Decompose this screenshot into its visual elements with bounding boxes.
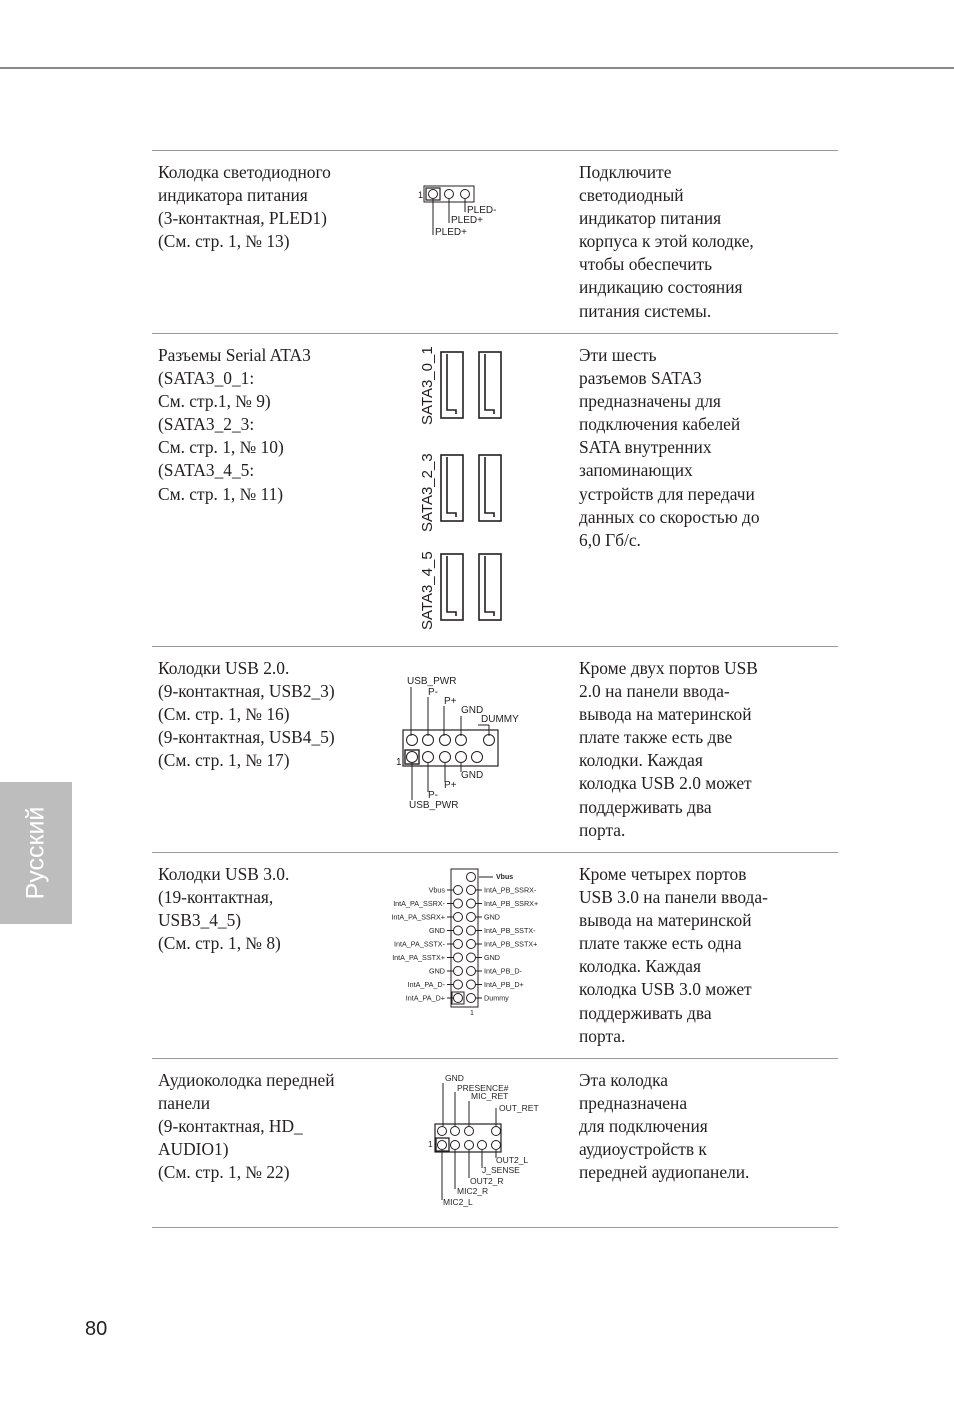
usb2-pin-label: USB_PWR xyxy=(407,676,457,687)
usb3-vbus-label: Vbus xyxy=(496,874,514,881)
audio-header-diagram xyxy=(425,1070,545,1210)
pled-description: Подключите светодиодный индикатор питания корпуса к этой колодке, чтобы обеспечить индикацию состояния питания системы. xyxy=(579,162,754,321)
usb3-pin-label: IntA_PA_D- xyxy=(407,980,445,989)
usb3-pin xyxy=(467,926,476,935)
usb3-pin-label: IntA_PA_SSRX+ xyxy=(391,912,445,922)
usb3-pin xyxy=(454,980,463,989)
usb3-pin-label: IntA_PA_SSTX- xyxy=(394,939,445,949)
usb2-pin-label: P+ xyxy=(444,780,457,791)
usb3-pin xyxy=(454,899,463,908)
audio-pin-label: OUT2_L xyxy=(496,1155,529,1165)
audio-pin-label: MIC_RET xyxy=(471,1091,509,1101)
usb3-pin-label: IntA_PA_SSRX- xyxy=(393,899,445,908)
audio-pin-label: J_SENSE xyxy=(482,1165,520,1175)
usb3-pin-label: GND xyxy=(484,912,500,922)
usb3-pin-label: GND xyxy=(429,926,445,935)
usb2-pin-label: GND xyxy=(461,770,484,781)
usb3-pin-label: IntA_PB_SSTX- xyxy=(484,926,536,935)
usb2-pin-label: USB_PWR xyxy=(409,800,459,811)
language-tab-label: Русский xyxy=(21,806,50,900)
usb2-description: Кроме двух портов USB 2.0 на панели ввода- вывода на материнской плате также есть две колодки. Каждая колодка USB 2.0 может поддерживать два порта. xyxy=(579,658,758,840)
usb3-pin xyxy=(454,994,463,1003)
pin1-label: 1 xyxy=(428,1139,433,1149)
sata-description: Эти шесть разъемов SATA3 предназначены для подключения кабелей SATA внутренних запоминающих устройств для передачи данных со скоростью до 6,0 Гб/с. xyxy=(579,345,760,550)
usb2-pin-label: P+ xyxy=(444,696,457,707)
usb3-pin-label: IntA_PB_SSRX+ xyxy=(484,899,539,908)
usb3-pin-label: IntA_PB_SSRX- xyxy=(484,885,537,895)
pin1-label: 1 xyxy=(418,190,424,200)
pled-plus-label: PLED+ xyxy=(435,227,467,238)
row-divider xyxy=(152,852,838,853)
pin1-label: 1 xyxy=(470,1010,474,1017)
usb3-pin-label: IntA_PA_SSTX+ xyxy=(392,953,445,962)
page-number: 80 xyxy=(85,1318,108,1340)
audio-pin-label: PRESENCE# xyxy=(457,1083,509,1093)
pled-plus-label: PLED+ xyxy=(451,215,483,226)
row-divider xyxy=(152,646,838,647)
sata-title: Разъемы Serial ATA3 (SATA3_0_1: См. стр.1, № 9) (SATA3_2_3: См. стр. 1, № 10) (SATA3_4_5: См. стр. 1, № 11) xyxy=(158,345,311,504)
row-divider xyxy=(152,1227,838,1228)
usb3-pin xyxy=(467,940,476,949)
pin1-label: 1 xyxy=(396,757,402,768)
usb3-pin xyxy=(467,886,476,895)
usb3-pin-label: GND xyxy=(429,966,445,976)
usb3-pin xyxy=(467,994,476,1003)
sata-label: SATA3_0_1 xyxy=(419,346,436,425)
usb3-pin xyxy=(454,913,463,922)
row-divider xyxy=(152,333,838,334)
usb3-pin-label: IntA_PB_D+ xyxy=(484,980,524,989)
usb2-title: Колодки USB 2.0. (9-контактная, USB2_3) (См. стр. 1, № 16) (9-контактная, USB4_5) (См. стр. 1, № 17) xyxy=(158,658,335,771)
pled-title: Колодка светодиодного индикатора питания (3-контактная, PLED1) (См. стр. 1, № 13) xyxy=(158,162,331,252)
usb3-title: Колодки USB 3.0. (19-контактная, USB3_4_5) (См. стр. 1, № 8) xyxy=(158,864,290,954)
sata-connectors-diagram xyxy=(410,340,520,635)
usb3-pin xyxy=(454,967,463,976)
pled-minus-label: PLED- xyxy=(467,205,497,216)
usb2-pin-label: P- xyxy=(428,687,438,698)
audio-description: Эта колодка предназначена для подключения аудиоустройств к передней аудиопанели. xyxy=(579,1070,750,1183)
usb3-pin xyxy=(454,926,463,935)
row-divider xyxy=(152,150,838,151)
usb3-pin xyxy=(467,873,476,882)
row-divider xyxy=(152,1058,838,1059)
usb3-pin xyxy=(467,913,476,922)
top-rule xyxy=(0,67,954,69)
sata-label: SATA3_4_5 xyxy=(419,551,436,630)
sata-port-pair xyxy=(441,455,501,521)
usb3-pin-label: Dummy xyxy=(484,993,509,1003)
audio-pin-label: GND xyxy=(445,1073,464,1083)
sata-label: SATA3_2_3 xyxy=(419,453,436,532)
usb2-pin-label: P- xyxy=(428,790,438,801)
usb3-pin xyxy=(454,940,463,949)
usb3-pin xyxy=(467,967,476,976)
usb3-pin xyxy=(454,953,463,962)
sata-port-pair xyxy=(441,352,501,418)
usb3-pin xyxy=(454,886,463,895)
usb2-pin-label: DUMMY xyxy=(481,714,519,725)
audio-pin-label: OUT_RET xyxy=(499,1103,539,1113)
usb3-pin-label: Vbus xyxy=(428,885,445,895)
audio-pin-label: MIC2_R xyxy=(457,1186,489,1196)
pled-header-diagram xyxy=(415,180,515,245)
sata-port-pair xyxy=(441,554,501,620)
usb3-pin-label: IntA_PA_D+ xyxy=(405,993,445,1003)
audio-pin-label: MIC2_L xyxy=(443,1197,473,1207)
usb3-pin-label: GND xyxy=(484,953,500,962)
usb3-description: Кроме четырех портов USB 3.0 на панели ввода- вывода на материнской плате также есть одна колодка. Каждая колодка USB 3.0 может поддерживать два порта. xyxy=(579,864,768,1046)
usb3-pin xyxy=(467,980,476,989)
usb3-pin xyxy=(467,899,476,908)
usb3-pin-label: IntA_PB_SSTX+ xyxy=(484,939,538,949)
audio-title: Аудиоколодка передней панели (9-контактная, HD_ AUDIO1) (См. стр. 1, № 22) xyxy=(158,1070,335,1183)
language-tab xyxy=(0,782,72,924)
audio-pin-label: OUT2_R xyxy=(470,1176,504,1186)
usb3-pin-label: IntA_PB_D- xyxy=(484,966,522,976)
usb3-pin xyxy=(467,953,476,962)
usb2-pin-label: GND xyxy=(461,705,484,716)
usb3-header-diagram xyxy=(375,866,565,1021)
usb2-header-diagram xyxy=(393,672,533,817)
